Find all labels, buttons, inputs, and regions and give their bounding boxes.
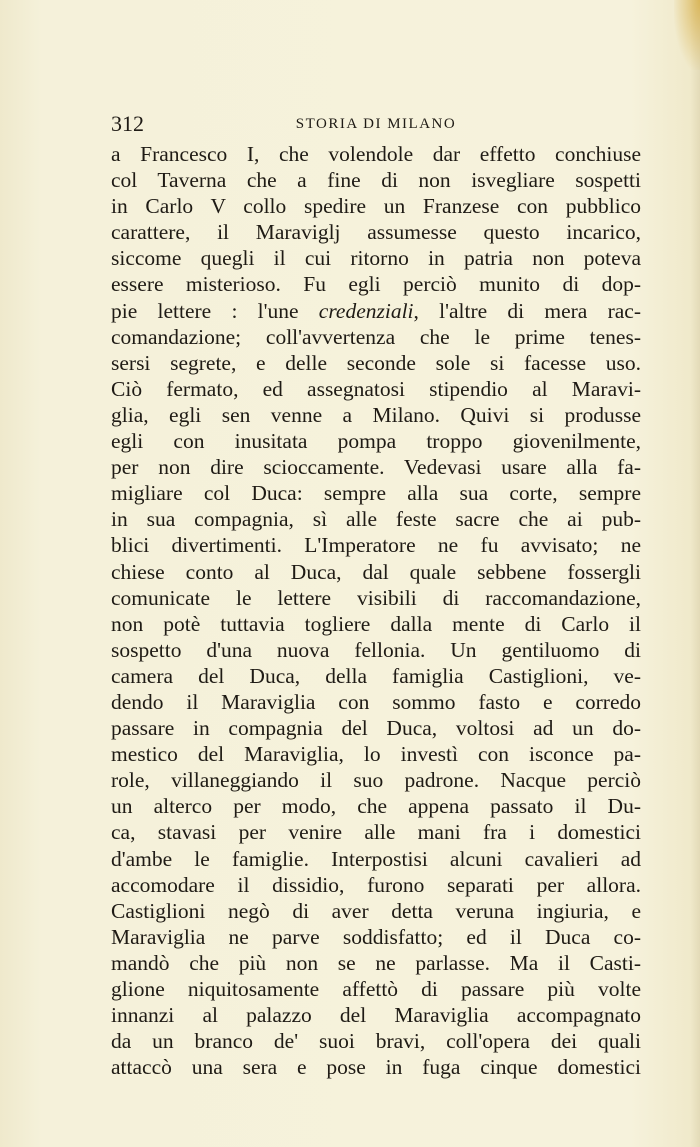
- text-line: passare in compagnia del Duca, voltosi ad un do-: [111, 716, 641, 741]
- text-line: innanzi al palazzo del Maraviglia accompagnato: [111, 1003, 641, 1028]
- text-line: d'ambe le famiglie. Interpostisi alcuni cavalieri ad: [111, 846, 641, 871]
- text-line: sersi segrete, e delle seconde sole si facesse uso.: [111, 350, 641, 375]
- text-line: accomodare il dissidio, furono separati per allora.: [111, 872, 641, 897]
- text-line: sospetto d'una nuova fellonia. Un gentiluomo di: [111, 637, 641, 662]
- text-line: glione niquitosamente affettò di passare più volte: [111, 977, 641, 1001]
- text-line: col Taverna che a fine di non isvegliare sospetti: [111, 168, 641, 193]
- text-line: non potè tuttavia togliere dalla mente di Carlo il: [111, 611, 641, 636]
- text-line: Castiglioni negò di aver detta veruna ingiuria, e: [111, 898, 641, 923]
- text-line: a Francesco I, che volendole dar effetto conchiuse: [111, 142, 641, 166]
- text-line: glia, egli sen venne a Milano. Quivi si produsse: [111, 402, 641, 427]
- text-line: un alterco per modo, che appena passato il Du-: [111, 794, 641, 819]
- text-line: comandazione; coll'avvertenza che le prime tenes-: [111, 324, 641, 349]
- text-line: migliare col Duca: sempre alla sua corte, sempre: [111, 481, 641, 506]
- text-line: mandò che più non se ne parlasse. Ma il Casti-: [111, 950, 641, 975]
- text-line: Maraviglia ne parve soddisfatto; ed il Duca co-: [111, 924, 641, 949]
- text-line: dendo il Maraviglia con sommo fasto e corredo: [111, 689, 641, 714]
- page-header: [111, 112, 641, 136]
- text-line: attaccò una sera e pose in fuga cinque domestici: [111, 1055, 641, 1080]
- text-line: blici divertimenti. L'Imperatore ne fu avvisato; ne: [111, 533, 641, 558]
- text-line: role, villaneggiando il suo padrone. Nacque perciò: [111, 768, 641, 793]
- text-line: mestico del Maraviglia, lo investì con isconce pa-: [111, 742, 641, 767]
- italic-word: credenziali: [318, 298, 414, 323]
- text-line: egli con inusitata pompa troppo giovenilmente,: [111, 429, 641, 454]
- page-edge-shadow: [690, 0, 700, 1147]
- text-line: carattere, il Maraviglj assumesse questo incarico,: [111, 220, 641, 245]
- paper-stain: [674, 0, 700, 70]
- text-line: Ciò fermato, ed assegnatosi stipendio al Maravi-: [111, 376, 641, 401]
- text-segment: , l'altre di mera rac-: [413, 298, 641, 323]
- text-line: da un branco de' suoi bravi, coll'opera dei quali: [111, 1029, 641, 1054]
- text-segment: pie lettere : l'une: [111, 298, 319, 323]
- page-number: 312: [111, 111, 144, 136]
- text-line: camera del Duca, della famiglia Castiglioni, ve-: [111, 663, 641, 688]
- text-line: ca, stavasi per venire alle mani fra i domestici: [111, 820, 641, 845]
- text-line: [111, 298, 641, 324]
- text-line: in sua compagnia, sì alle feste sacre che ai pub-: [111, 507, 641, 532]
- running-head: STORIA DI MILANO: [295, 116, 457, 132]
- text-line: essere misterioso. Fu egli perciò munito di dop-: [111, 272, 641, 297]
- text-line: chiese conto al Duca, dal quale sebbene fossergli: [111, 559, 641, 584]
- body-text: [111, 141, 641, 1080]
- text-line: in Carlo V collo spedire un Franzese con pubblico: [111, 194, 641, 219]
- text-line: siccome quegli il cui ritorno in patria non poteva: [111, 246, 641, 271]
- text-line: per non dire scioccamente. Vedevasi usare alla fa-: [111, 455, 641, 480]
- text-line: comunicate le lettere visibili di raccomandazione,: [111, 585, 641, 610]
